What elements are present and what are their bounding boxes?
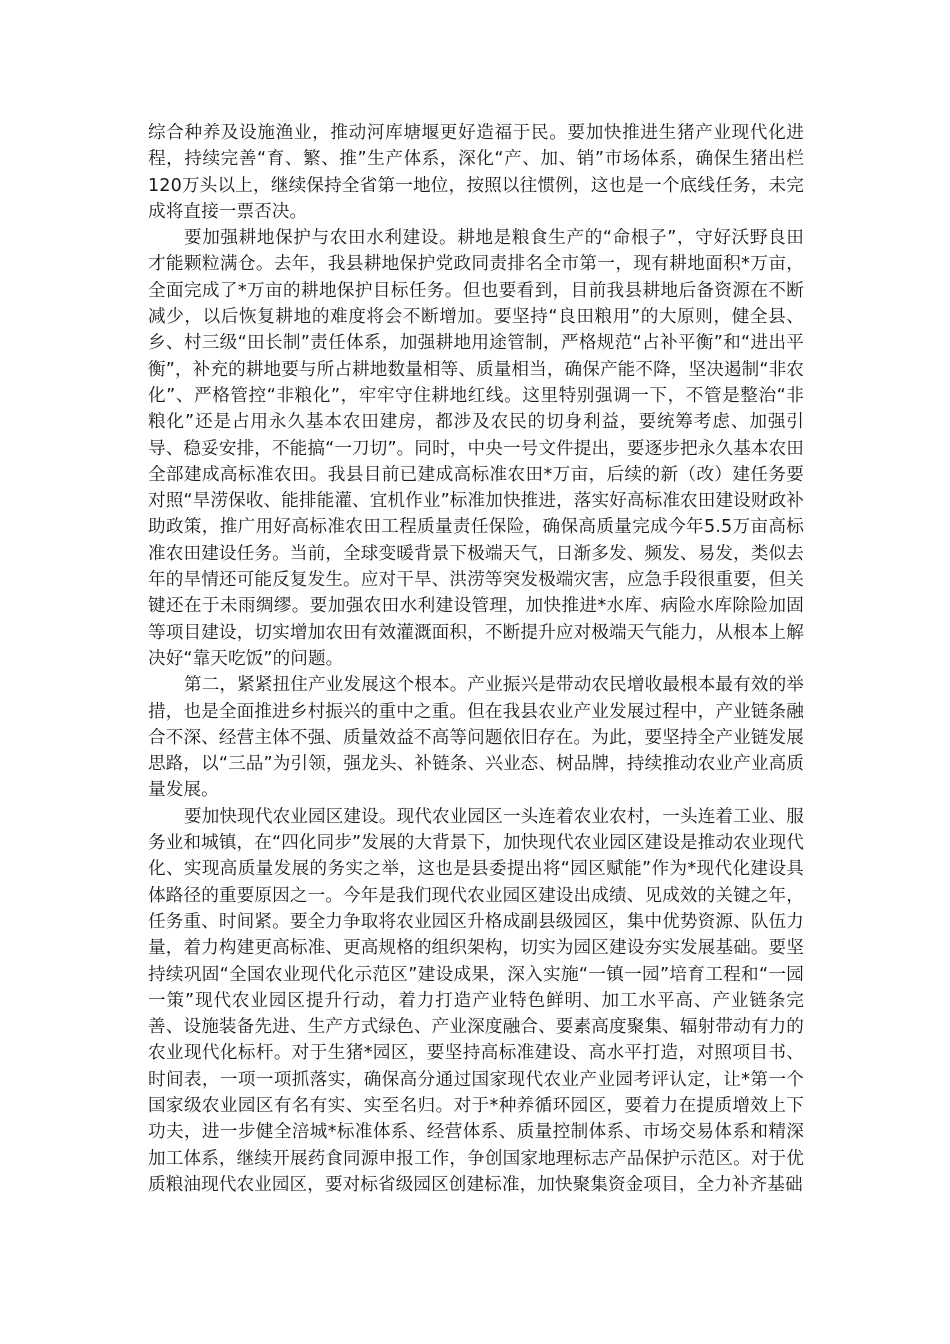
paragraph-industry-development: 第二，紧紧扭住产业发展这个根本。产业振兴是带动农民增收最根本最有效的举措，也是全面推进乡村振兴的重中之重。但在我县农业产业发展过程中，产业链条融合不深、经营主体不强、质量效益不高等问题依旧存在。为此，要坚持全产业链发展思路，以“三品”为引领，强龙头、补链条、兴业态、树品牌，持续推动农业产业高质量发展。 [148,675,804,801]
document-body [148,120,804,1198]
paragraph-continuation: 综合种养及设施渔业，推动河库塘堰更好造福于民。要加快推进生猪产业现代化进程，持续完善“育、繁、推”生产体系，深化“产、加、销”市场体系，确保生猪出栏120万头以上，继续保持全省第一地位，按照以往惯例，这也是一个底线任务，未完成将直接一票否决。 [148,123,804,222]
paragraph-farmland-protection: 要加强耕地保护与农田水利建设。耕地是粮食生产的“命根子”，守好沃野良田才能颗粒满仓。去年，我县耕地保护党政同责排名全市第一，现有耕地面积*万亩，全面完成了*万亩的耕地保护目标任务。但也要看到，目前我县耕地后备资源在不断减少，以后恢复耕地的难度将会不断增加。要坚持“良田粮用”的大原则，健全县、乡、村三级“田长制”责任体系，加强耕地用途管制，严格规范“占补平衡”和“进出平衡”，补充的耕地要与所占耕地数量相等、质量相当，确保产能不降，坚决遏制“非农化”、严格管控“非粮化”，牢牢守住耕地红线。这里特别强调一下，不管是整治“非粮化”还是占用永久基本农田建房，都涉及农民的切身利益，要统筹考虑、加强引导、稳妥安排，不能搞“一刀切”。同时，中央一号文件提出，要逐步把永久基本农田全部建成高标准农田。我县目前已建成高标准农田*万亩，后续的新（改）建任务要对照“旱涝保收、能排能灌、宜机作业”标准加快推进，落实好高标准农田建设财政补助政策，推广用好高标准农田工程质量责任保险，确保高质量完成今年5.5万亩高标准农田建设任务。当前，全球变暖背景下极端天气，日渐多发、频发、易发，类似去年的旱情还可能反复发生。应对干旱、洪涝等突发极端灾害，应急手段很重要，但关键还在于未雨绸缪。要加强农田水利建设管理，加快推进*水库、病险水库除险加固等项目建设，切实增加农田有效灌溉面积，不断提升应对极端天气能力，从根本上解决好“靠天吃饭”的问题。 [148,228,804,669]
paragraph-agricultural-parks: 要加快现代农业园区建设。现代农业园区一头连着农业农村，一头连着工业、服务业和城镇，在“四化同步”发展的大背景下，加快现代农业园区建设是推动农业现代化、实现高质量发展的务实之举，这也是县委提出将“园区赋能”作为*现代化建设具体路径的重要原因之一。今年是我们现代农业园区建设出成绩、见成效的关键之年，任务重、时间紧。要全力争取将农业园区升格成副县级园区，集中优势资源、队伍力量，着力构建更高标准、更高规格的组织架构，切实为园区建设夯实发展基础。要坚持续巩固“全国农业现代化示范区”建设成果，深入实施“一镇一园”培育工程和“一园一策”现代农业园区提升行动，着力打造产业特色鲜明、加工水平高、产业链条完善、设施装备先进、生产方式绿色、产业深度融合、要素高度聚集、辐射带动有力的农业现代化标杆。对于生猪*园区，要坚持高标准建设、高水平打造，对照项目书、时间表，一项一项抓落实，确保高分通过国家现代农业产业园考评认定，让*第一个国家级农业园区有名有实、实至名归。对于*种养循环园区，要着力在提质增效上下功夫，进一步健全涪城*标准体系、经营体系、质量控制体系、市场交易体系和精深加工体系，继续开展药食同源申报工作，争创国家地理标志产品保护示范区。对于优质粮油现代农业园区，要对标省级园区创建标准，加快聚集资金项目，全力补齐基础 [148,806,804,1195]
